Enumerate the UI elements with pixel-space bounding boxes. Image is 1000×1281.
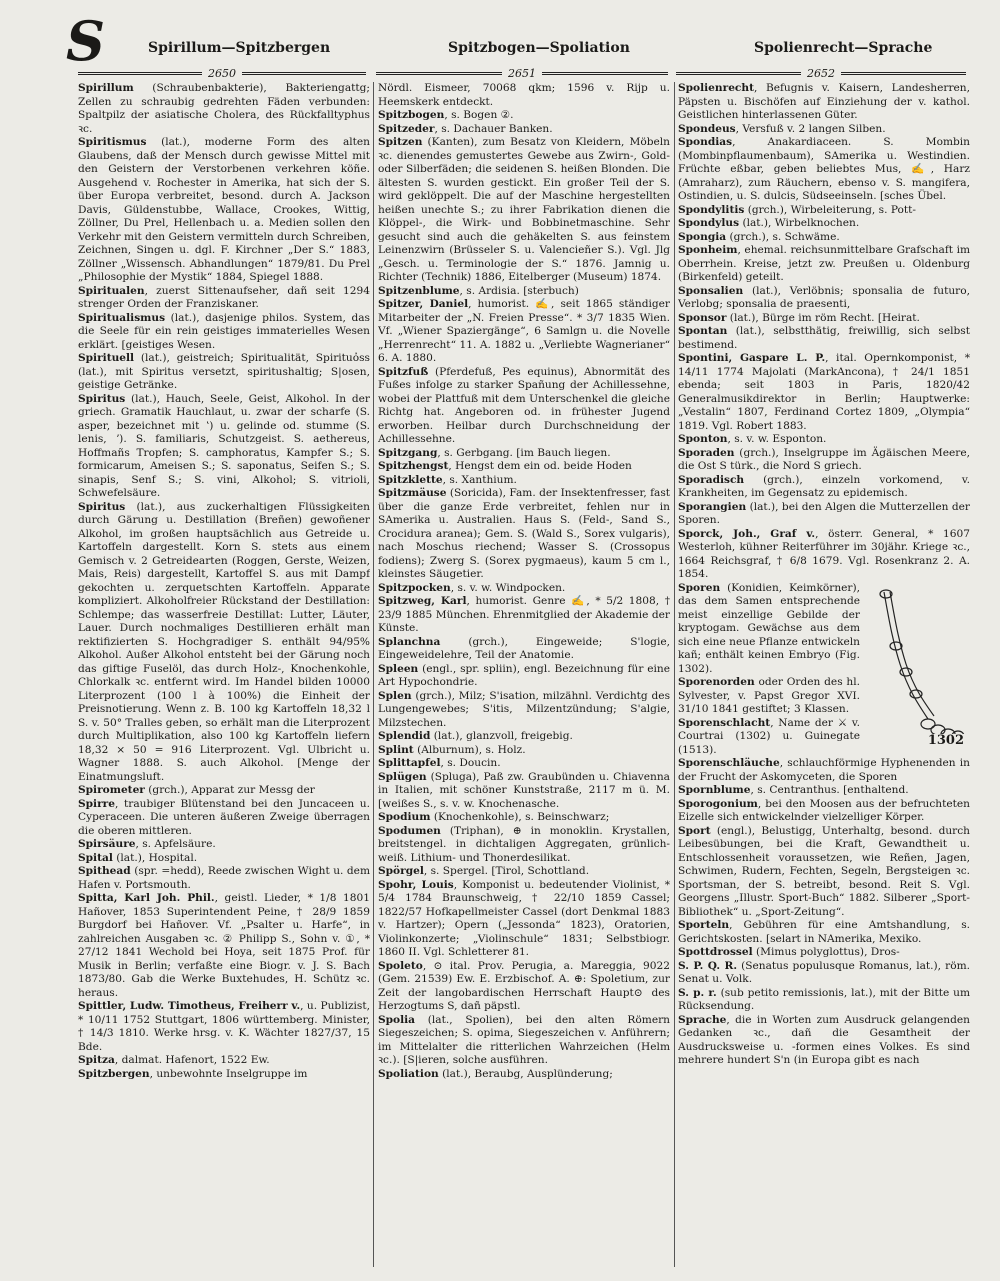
entry-text: , humorist. Genre ✍, * 5/2 1808, † 23/9 1885 München. Ehrenmitglied der Akademie der Künste.	[378, 595, 670, 634]
dictionary-entry	[378, 109, 670, 123]
dictionary-entry	[678, 82, 970, 123]
entry-text: , unbewohnte Inselgruppe im	[149, 1067, 308, 1080]
dictionary-entry	[78, 285, 370, 312]
page-number-left	[78, 66, 366, 80]
dictionary-entry	[678, 784, 970, 798]
entry-lemma: Spongia	[678, 230, 727, 243]
entry-lemma: Splint	[378, 743, 414, 756]
entry-lemma: Spiritismus	[78, 136, 147, 148]
entry-text: (lat.), selbstthätig, freiwillig, sich selbst bestimend.	[678, 325, 970, 351]
entry-lemma: Sporogonium	[678, 797, 758, 810]
dictionary-entry	[78, 393, 370, 501]
spore-chain-illustration	[866, 584, 970, 754]
entry-lemma: Spirometer	[78, 784, 145, 796]
header-right: Spolienrecht—Sprache	[754, 40, 933, 56]
entry-lemma: Sponsalien	[678, 284, 744, 297]
entry-lemma: Spitzgang	[378, 446, 438, 459]
entry-lemma: Sporck, Joh., Graf v.	[678, 527, 816, 540]
entry-text: (grch.), Wirbeleiterung, s. Pott-	[744, 203, 917, 216]
entry-text: , Name der ⚔ v. Courtrai (1302) u. Guinegate (1513).	[678, 716, 860, 756]
entry-lemma: Spiritus	[78, 392, 126, 405]
entry-text: , traubiger Blütenstand bei den Juncaceen u. Cyperaceen. Die unteren äußeren Zweige überragen die oberen mittleren.	[78, 797, 370, 837]
entry-text: , schlauchförmige Hyphenenden in der Frucht der Askomyceten, die Sporen	[678, 757, 970, 783]
entry-lemma: Spiritualismus	[78, 311, 166, 324]
entry-lemma: Spitzpocken	[378, 581, 451, 594]
entry-text: , Komponist u. bedeutender Violinist, * 5/4 1784 Braunschweig, † 22/10 1859 Cassel; 1822/57 Hofkapellmeister Cassel (dort Denkmal 1883 v. Hartzer); Opern („Jessonda“ 1823), Oratorien, Violinkonzerte; „Violinschule“ 1831; Selbstbiogr. 1860 II. Vgl. Schletterer 81.	[378, 878, 670, 958]
entry-text: (lat.), glanzvoll, freigebig.	[430, 730, 573, 742]
entry-lemma: Sporenschlacht	[678, 716, 771, 729]
entry-lemma: Spitzmäuse	[378, 487, 447, 499]
entry-text: , Anakardiaceen. S. Mombin (Mombinpflaumenbaum), SAmerika u. Westindien. Früchte eßbar, geben beliebtes Mus, ✍, Harz (Amraharz), zum Räuchern, ebenso v. S. mangifera, Ostindien, u. S. dulcis, Südseeinseln. [sches Übel.	[678, 136, 970, 202]
entry-lemma: Spondias	[678, 136, 733, 148]
dictionary-entry	[378, 1014, 670, 1068]
entry-text: , die in Worten zum Ausdruck gelangenden Gedanken ꝛc., dañ die Gesamtheit der Ausdrucksweise u. -formen eines Volkes. Es sind mehrere hundert S'n (in Europa gibt es nach	[678, 1013, 970, 1066]
dictionary-entry	[678, 217, 970, 231]
entry-lemma: Spittler, Ludw. Timotheus, Freiherr v.	[78, 1000, 301, 1012]
dictionary-entry	[678, 244, 970, 285]
entry-text: (lat.), Beraubg, Ausplünderung;	[438, 1067, 613, 1080]
page-number: 2651	[508, 66, 536, 80]
entry-lemma: Spottdrossel	[678, 946, 753, 958]
page-number-rules	[78, 66, 966, 82]
dictionary-entry	[678, 352, 970, 433]
entry-text: (Pferdefuß, Pes equinus), Abnormität des Fußes infolge zu starker Spañung der Achillessehne, wobei der Plattfuß mit dem Unterschenkel die gleiche Richtg hat. Angeboren od. in frühester Jugend erworben. Heilbar durch Durchschneidung der Achillessehne.	[378, 365, 670, 445]
entry-lemma: Spitzfuß	[378, 365, 429, 378]
entry-text: Nördl. Eismeer, 70068 qkm; 1596 v. Rijp u. Heemskerk entdeckt.	[378, 82, 670, 108]
dictionary-entry	[678, 528, 970, 582]
entry-lemma: Spornblume	[678, 784, 751, 796]
entry-lemma: Spondeus	[678, 122, 736, 135]
dictionary-entry	[378, 582, 670, 596]
column-left	[78, 82, 370, 1267]
entry-text: (Soricida), Fam. der Insektenfresser, fast über die ganze Erde verbreitet, fehlen nur in SAmerika u. Australien. Haus S. (Feld-, Sand S., Crocidura aranea); Gem. S. (Wald S., Sorex vulgaris), nach Moschus riechend; Wasser S. (Crossopus fodiens); Zwerg S. (Sorex pygmaeus), kaum 5 cm l., kleinstes Säugetier.	[378, 487, 670, 580]
dictionary-entry	[78, 82, 370, 136]
entry-text: (Schraubenbakterie), Bakteriengattg; Zellen zu schraubig gedrehten Fäden verbunden: Spaltpilz der asiatische Cholera, des Rückfalltyphus ꝛc.	[78, 82, 370, 135]
entry-text: (spr. =hedd), Reede zwischen Wight u. dem Hafen v. Portsmouth.	[78, 865, 370, 891]
entry-lemma: Spital	[78, 851, 113, 864]
dictionary-entry	[678, 204, 970, 218]
entry-lemma: Spitzweg, Karl	[378, 595, 467, 607]
entry-text: , Versfuß v. 2 langen Silben.	[735, 122, 886, 135]
entry-lemma: Spodium	[378, 811, 431, 823]
entry-lemma: Spirre	[78, 797, 115, 810]
dictionary-entry	[378, 595, 670, 636]
double-rule	[78, 72, 202, 75]
entry-text: , österr. General, * 1607 Westerloh, kühner Reiterführer im 30jähr. Kriege ꝛc., 1664 Reichsgraf, † 6/8 1679. Vgl. Rosenkranz 2. A. 1854.	[678, 527, 970, 580]
entry-text: (Konidien, Keimkörner), das dem Samen entsprechende meist einzellige Gebilde der kryptogam. Gewächse aus dem sich eine neue Pflanze entwickeln kañ; enthält keinen Embryo (Fig. 1302).	[678, 581, 860, 675]
dictionary-entry	[678, 136, 970, 204]
entry-text: (lat.), bei den Algen die Mutterzellen der Sporen.	[678, 500, 970, 526]
entry-text: , s. Ardisia. [sterbuch)	[459, 284, 579, 297]
entry-text: , s. Centranthus. [enthaltend.	[750, 784, 909, 796]
entry-text: , u. Publizist, * 10/11 1752 Stuttgart, 1806 württemberg. Minister, † 14/3 1810. Werke hrsg. v. K. Wächter 1827/37, 15 Bde.	[78, 1000, 370, 1053]
entry-lemma: Splen	[378, 689, 412, 702]
entry-lemma: S. P. Q. R.	[678, 959, 738, 972]
entry-lemma: Spithead	[78, 865, 131, 877]
dictionary-entry	[678, 1014, 970, 1068]
dictionary-entry	[378, 636, 670, 663]
entry-lemma: Spoliation	[378, 1067, 439, 1080]
entry-text: , s. Bogen ②.	[444, 109, 514, 121]
entry-text: , s. Spergel. [Tirol, Schottland.	[423, 865, 590, 877]
entry-text: (engl., spr. spliin), engl. Bezeichnung für eine Art Hypochondrie.	[378, 662, 670, 688]
entry-text: , s. Apfelsäure.	[135, 838, 216, 850]
column-divider	[373, 82, 374, 1267]
column-right	[678, 82, 970, 1267]
entry-text: , humorist. ✍, seit 1865 ständiger Mitarbeiter der „N. Freien Presse“. * 3/7 1835 Wien. Vf. „Wiener Spaziergänge“, 6 Samlgn u. die Novelle „Herrenrecht“ 11. A. 1882 u. „Verliebte Wagnerianer“ 6. A. 1880.	[378, 298, 670, 364]
dictionary-entry	[378, 825, 670, 866]
entry-text: , s. Gerbgang. [im Bauch liegen.	[437, 446, 611, 459]
dictionary-entry	[678, 285, 970, 312]
entry-text: , Hengst dem ein od. beide Hoden	[448, 460, 632, 472]
dictionary-entry	[378, 298, 670, 366]
dictionary-entry	[678, 798, 970, 825]
entry-lemma: Spitzeder	[378, 122, 435, 135]
entry-text: (lat.), moderne Form des alten Glaubens, daß der Mensch durch gewisse Mittel mit den Geistern der Verstorbenen verkehren köñe. Ausgehend v. Rochester in Amerika, hat sich der S. über Europa verbreitet, besond. durch A. Jackson Davis, Güldenstubbe, Wallace, Crookes, Wittig, Zöllner, Du Prel, Hellenbach u. a. Medien sollen den Verkehr mit den Geistern vermitteln durch Schreiben, Zeichnen, Singen u. dgl. F. Kirchner „Der S.“ 1883, Zöllner „Wissensch. Abhandlungen“ 1879/81. Du Prel „Philosophie der Mystik“ 1884, Spiegel 1888.	[78, 136, 370, 283]
entry-lemma: Splanchna	[378, 635, 441, 648]
entry-text: (Kanten), zum Besatz von Kleidern, Möbeln ꝛc. dienendes gemustertes Gewebe aus Zwirn-, Gold- oder Silberfäden; die seidenen S. heißen Blonden. Die ältesten S. wurden gestickt. Ein großer Teil der S. wird geklöppelt. Die auf der Maschine hergestellten heißen unechte S.; zu ihrer Fabrikation dienen die Klöppel-, die Wirk- und Bobbinetmaschine. Sehr gesucht sind auch die gehäkelten S. aus feinstem Leinenzwirn (Brüsseler S. u. Valencieñer S.). Vgl. Jlg „Gesch. u. Terminologie der S.“ 1876. Jamnig u. Richter (Technik) 1886, Eitelberger (Museum) 1874.	[378, 136, 670, 283]
entry-lemma: Splügen	[378, 770, 427, 783]
dictionary-entry	[378, 82, 670, 109]
entry-text: (lat.), Hospital.	[112, 851, 198, 864]
dictionary-entry	[378, 757, 670, 771]
entry-lemma: Spoleto	[378, 959, 423, 972]
page-number-right	[676, 66, 966, 80]
entry-lemma: Spolienrecht	[678, 82, 754, 94]
entry-lemma: Spleen	[378, 662, 419, 675]
entry-text: , ⊙ ital. Prov. Perugia, a. Mareggia, 9022 (Gem. 21539) Ew. E. Erzbischof. A. ⊕: Spoletium, zur Zeit der langobardischen Herrschaft Haupt⊙ des Herzogtums S, dañ päpstl.	[378, 959, 670, 1012]
entry-lemma: Splendid	[378, 730, 431, 742]
entry-lemma: Spitzhengst	[378, 460, 449, 472]
double-rule	[542, 72, 668, 75]
entry-lemma: Sporenschläuche	[678, 757, 780, 769]
entry-text: , geistl. Lieder, * 1/8 1801 Hañover, 1853 Superintendent Peine, † 28/9 1859 Burgdorf bei Hañover. Vf. „Psalter u. Harfe“, in zahlreichen Ausgaben ꝛc. ② Philipp S., Sohn v. ①, * 27/12 1841 Wechold bei Hoya, seit 1875 Prof. für Musik in Berlin; verfaßte eine Biogr. v. J. S. Bach 1873/80. Gab die Werke Buxtehudes, H. Schütz ꝛc. heraus.	[78, 892, 370, 999]
entry-lemma: Spitzklette	[378, 473, 443, 486]
dictionary-entry	[378, 663, 670, 690]
entry-lemma: Sporaden	[678, 446, 735, 459]
entry-lemma: Spitzbergen	[78, 1067, 150, 1080]
dictionary-entry	[78, 865, 370, 892]
entry-text: (grch.), Eingeweide; S'logie, Eingeweidelehre, Teil der Anatomie.	[378, 635, 670, 661]
dictionary-entry	[378, 366, 670, 447]
entry-lemma: Sponheim	[678, 244, 738, 256]
dictionary-entry	[378, 123, 670, 137]
dictionary-entry	[678, 825, 970, 920]
entry-lemma: Spirituell	[78, 352, 135, 364]
entry-text: , s. Doucin.	[440, 757, 501, 769]
dictionary-entry	[78, 798, 370, 839]
column-center	[378, 82, 670, 1267]
dictionary-entry	[378, 771, 670, 812]
entry-text: (lat.), geistreich; Spiritualität, Spirituo̓ss (lat.), mit Spiritus versetzt, spiritushaltig; S|osen, geistige Getränke.	[78, 352, 370, 391]
entry-text: (Alburnum), s. Holz.	[413, 743, 526, 756]
double-rule	[676, 72, 801, 75]
dictionary-entry	[378, 474, 670, 488]
dictionary-entry	[78, 838, 370, 852]
entry-lemma: Spiritus	[78, 500, 126, 513]
dictionary-entry	[78, 784, 370, 798]
dictionary-entry	[378, 690, 670, 731]
dictionary-entry	[78, 1068, 370, 1082]
entry-lemma: S. p. r.	[678, 986, 717, 999]
header-left: Spirillum—Spitzbergen	[148, 40, 331, 56]
header-center: Spitzbogen—Spoliation	[448, 40, 630, 56]
dictionary-entry	[378, 744, 670, 758]
dictionary-entry	[678, 447, 970, 474]
entry-text: (grch.), einzeln vorkomend, v. Krankheiten, im Gegensatz zu epidemisch.	[678, 473, 970, 499]
entry-lemma: Spiritualen	[78, 284, 145, 297]
section-letter: S	[66, 9, 105, 73]
entry-text: (lat.), Hauch, Seele, Geist, Alkohol. In der griech. Gramatik Hauchlaut, u. zwar der scharfe (S. asper, bezeichnet mit ʽ) u. gelinde od. stumme (S. lenis, ʼ). S. familiaris, Schutzgeist. S. aethereus, Hoffmañs Tropfen; S. camphoratus, Kampfer S.; S. formicarum, Ameisen S.; S. saponatus, Seifen S.; S. sinapis, Senf S.; S. vini, Alkohol; S. vitrioli, Schwefelsäure.	[78, 392, 370, 499]
entry-lemma: Spirsäure	[78, 838, 136, 850]
dictionary-entry	[678, 919, 970, 946]
entry-text: oder Orden des hl. Sylvester, v. Papst Gregor XVI. 31/10 1841 gestiftet; 3 Klassen.	[678, 676, 860, 715]
entry-lemma: Sprache	[678, 1013, 727, 1026]
dictionary-entry	[678, 757, 970, 784]
entry-lemma: Sponton	[678, 433, 728, 445]
dictionary-entry	[678, 960, 970, 987]
dictionary-entry	[78, 1000, 370, 1054]
dictionary-entry	[378, 447, 670, 461]
double-rule	[841, 72, 966, 75]
dictionary-entry	[678, 946, 970, 960]
dictionary-entry	[678, 987, 970, 1014]
entry-lemma: Spondylus	[678, 217, 740, 229]
dictionary-entry	[378, 136, 670, 285]
entry-text: (Mimus polyglottus), Dros-	[752, 946, 900, 958]
entry-lemma: Spolia	[378, 1013, 416, 1026]
entry-text: (grch.), Inselgruppe im Ägäischen Meere, die Ost S türk., die Nord S griech.	[678, 446, 970, 472]
entry-lemma: Sporen	[678, 581, 721, 594]
dictionary-entry	[378, 730, 670, 744]
entry-text: (lat.), aus zuckerhaltigen Flüssigkeiten durch Gärung u. Destillation (Breñen) gewoñener Alkohol, im großen hauptsächlich aus Getreide u. Kartoffeln dargestellt. Korn S. stets aus einem Gemisch v. 2 Getreidearten (Roggen, Gerste, Weizen, Mais, Reis) dargestellt, Kartoffel S. aus mit Dampf gekochten u. zerquetschten Kartoffeln. Apparate kompliziert. Alkoholfreier Rückstand der Destillation: Schlempe; das wasserfreie Destillat: Lutter, Läuter, Lauer. Durch nochmaliges Destillieren erhält man rektifizierten S. Hochgradiger S. enthält 94/95% Alkohol. Außer Alkohol entsteht bei der Gärung noch das giftige Fuselöl, das durch Holz-, Knochenkohle, Chlorkalk ꝛc. entfernt wird. Im Handel bilden 10000 Literprozent (100 l à 100%) die Einheit der Preisnotierung. Wenn z. B. 100 kg Kartoffeln 18,32 l S. v. 50° Tralles geben, so erhält man die Literprozent durch Multiplikation, also 100 kg Kartoffeln liefern 18,32 × 50 = 916 Literprozent. Vgl. Ulbricht u. Wagner 1888. S. auch Alkohol. [Menge der Einatmungsluft.	[78, 500, 370, 783]
entry-lemma: Spitta, Karl Joh. Phil.	[78, 892, 215, 904]
dictionary-entry	[78, 892, 370, 1000]
entry-text: , s. v. w. Windpocken.	[450, 581, 566, 594]
entry-lemma: Spitzenblume	[378, 284, 460, 297]
page-number-center	[376, 66, 668, 80]
dictionary-entry	[78, 852, 370, 866]
entry-lemma: Spirillum	[78, 82, 134, 94]
dictionary-entry	[678, 433, 970, 447]
dictionary-entry	[378, 879, 670, 960]
entry-lemma: Sporadisch	[678, 473, 745, 486]
dictionary-entry	[378, 811, 670, 825]
entry-lemma: Spohr, Louis	[378, 878, 454, 891]
dictionary-entry	[678, 325, 970, 352]
entry-text: (Spluga), Paß zw. Graubünden u. Chiavenna in Italien, mit schöner Kunststraße, 2117 m ü. M. [weißes S., s. v. w. Knochenasche.	[378, 770, 670, 810]
entry-lemma: Spontini, Gaspare L. P.	[678, 352, 826, 364]
entry-text: , dalmat. Hafenort, 1522 Ew.	[114, 1054, 270, 1066]
entry-text: , s. v. w. Esponton.	[727, 433, 827, 445]
dictionary-entry	[378, 460, 670, 474]
dictionary-entry	[678, 123, 970, 137]
entry-lemma: Sponsor	[678, 311, 727, 324]
entry-text: , ital. Opernkomponist, * 14/11 1774 Majolati (MarkAncona), † 24/1 1851 ebenda; seit 1803 in Paris, 1820/42 Generalmusikdirektor in Berlin; Hauptwerke: „Vestalin“ 1807, Ferdinand Cortez 1809, „Olympia“ 1819. Vgl. Robert 1883.	[678, 352, 970, 432]
entry-lemma: Spitzer, Daniel	[378, 298, 469, 310]
column-divider	[674, 82, 675, 1267]
entry-lemma: Sporenorden	[678, 676, 755, 688]
entry-text: (sub petito remissionis, lat.), mit der Bitte um Rücksendung.	[678, 986, 970, 1012]
page-number: 2650	[208, 66, 236, 80]
entry-lemma: Sporteln	[678, 919, 730, 931]
dictionary-entry	[378, 865, 670, 879]
entry-text: , Gebühren für eine Amtshandlung, s. Gerichtskosten. [selart in NAmerika, Mexiko.	[678, 919, 970, 945]
entry-lemma: Spitzbogen	[378, 109, 445, 121]
dictionary-entry	[78, 1054, 370, 1068]
figure-number: 1302	[927, 733, 964, 748]
entry-text: (grch.), Milz; S'isation, milzähnl. Verdichtg des Lungengewebes; S'itis, Milzentzündung; S'algie, Milzstechen.	[378, 689, 670, 729]
entry-text: (Triphan), ⊕ in monoklin. Krystallen, breitstengel. in dichtaligen Aggregaten, grünlich-weiß. Lithium- und Thonerdesilikat.	[378, 824, 670, 864]
entry-lemma: Spitza	[78, 1054, 115, 1066]
entry-text: (Knochenkohle), s. Beinschwarz;	[430, 811, 610, 823]
dictionary-entry	[378, 960, 670, 1014]
dictionary-entry	[78, 501, 370, 785]
dictionary-entry	[378, 1068, 670, 1082]
double-rule	[242, 72, 366, 75]
entry-text: , ehemal. reichsunmittelbare Grafschaft im Oberrhein. Kreise, jetzt zw. Preußen u. Oldenburg (Birkenfeld) geteilt.	[678, 244, 970, 283]
dictionary-entry	[378, 487, 670, 582]
dictionary-entry	[378, 285, 670, 299]
entry-lemma: Spodumen	[378, 824, 441, 837]
entry-text: , s. Xanthium.	[442, 473, 517, 486]
entry-lemma: Spondylitis	[678, 203, 745, 216]
entry-text: (grch.), s. Schwäme.	[726, 230, 840, 243]
entry-text: (Senatus populusque Romanus, lat.), röm. Senat u. Volk.	[678, 959, 970, 985]
dictionary-entry	[678, 231, 970, 245]
entry-text: , s. Dachauer Banken.	[434, 122, 553, 135]
entry-lemma: Spitzen	[378, 136, 423, 148]
dictionary-entry	[78, 312, 370, 353]
entry-lemma: Sporangien	[678, 500, 747, 513]
entry-text: , Befugnis v. Kaisern, Landesherren, Päpsten u. Bischöfen auf Einziehung der v. kathol. Geistlichen hinterlassenen Güter.	[678, 82, 970, 121]
entry-text: (lat., Spolien), bei den alten Römern Siegeszeichen; S. opima, Siegeszeichen v. Anführern; im Mittelalter die ritterlichen Wahrzeichen (Helm ꝛc.). [S|ieren, solche ausführen.	[378, 1013, 670, 1066]
entry-lemma: Splittapfel	[378, 757, 441, 769]
dictionary-entry	[78, 136, 370, 285]
entry-text: (grch.), Apparat zur Messg der	[144, 784, 315, 796]
double-rule	[376, 72, 502, 75]
dictionary-entry	[678, 501, 970, 528]
spore-figure	[866, 584, 970, 754]
page-number: 2652	[807, 66, 835, 80]
dictionary-entry	[78, 352, 370, 393]
entry-text: , zuerst Sittenaufseher, dañ seit 1294 strenger Orden der Franziskaner.	[78, 284, 370, 310]
entry-lemma: Spörgel	[378, 865, 424, 877]
dictionary-entry	[678, 312, 970, 326]
dictionary-entry	[678, 474, 970, 501]
entry-text: (lat.), Verlöbnis; sponsalia de futuro, Verlobg; sponsalia de praesenti,	[678, 284, 970, 310]
entry-text: , bei den Moosen aus der befruchteten Eizelle sich entwickelnder vielzelliger Körper.	[678, 797, 970, 823]
entry-text: (lat.), dasjenige philos. System, das die Seele für ein rein geistiges immaterielles Wesen erklärt. [geistiges Wesen.	[78, 311, 370, 351]
running-headers	[0, 40, 1000, 62]
entry-text: (lat.), Bürge im röm Recht. [Heirat.	[726, 311, 920, 324]
entry-text: (engl.), Belustigg, Unterhaltg, besond. durch Leibesübungen, bei die Kraft, Gewandtheit u. Entschlossenheit voraussetzen, wie Reñen, Jagen, Schwimen, Rudern, Fechten, Segeln, Bergsteigen ꝛc. Sportsman, der S. betreibt, besond. Reit S. Vgl. Georgens „Illustr. Sport-Buch“ 1882. Silberer „Sport-Bibliothek“ u. „Sport-Zeitung“.	[678, 824, 970, 918]
entry-text: (lat.), Wirbelknochen.	[739, 217, 860, 229]
entry-lemma: Spontan	[678, 325, 728, 337]
entry-lemma: Sport	[678, 824, 711, 837]
